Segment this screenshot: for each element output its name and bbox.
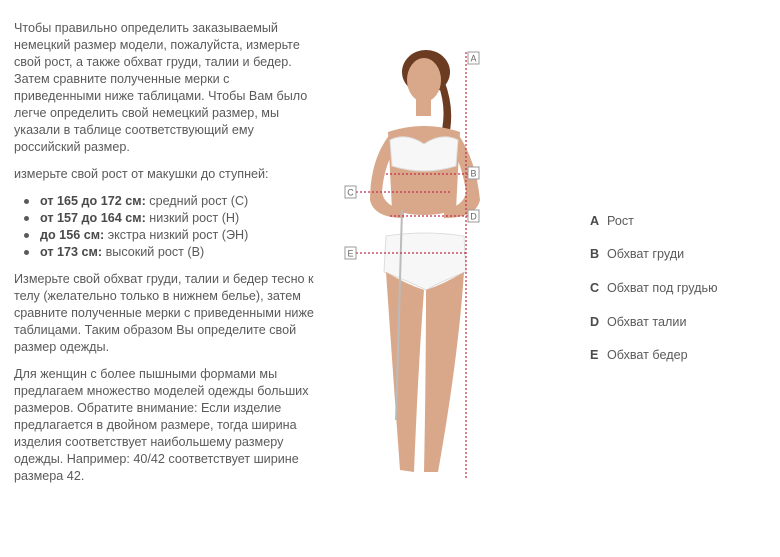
legend-key: A — [590, 213, 600, 228]
height-range-value: до 156 см: — [40, 228, 105, 242]
list-item — [40, 210, 314, 227]
height-range-desc: экстра низкий рост (ЭН) — [104, 228, 249, 242]
measurement-figure — [340, 40, 500, 490]
legend-key: D — [590, 314, 600, 329]
height-instruction: измерьте свой рост от макушки до ступней: — [14, 167, 269, 181]
height-ranges-list — [14, 193, 314, 261]
legend-item — [590, 271, 718, 305]
intro-paragraph: Чтобы правильно определить заказываемый немецкий размер модели, пожалуйста, измерьте свой рост, а также обхват груди, талии и бедер. Затем сравните полученные мерки с приведенными ниже таблицами. Чтобы Вам было легче определить свой немецкий размер, мы указали в таблице соответствующий ему российский размер. — [14, 21, 308, 154]
legend-key: C — [590, 280, 600, 295]
legend-label: Обхват груди — [607, 247, 685, 262]
neck — [416, 98, 431, 116]
height-range-desc: средний рост (С) — [145, 194, 249, 208]
legend-label: Обхват под грудью — [607, 280, 718, 295]
list-item — [40, 227, 314, 244]
height-range-desc: высокий рост (В) — [102, 245, 205, 259]
marker-b: B — [470, 168, 477, 179]
legend-label: Рост — [607, 213, 634, 228]
legend-key: B — [590, 247, 600, 262]
measure-instruction: Измерьте свой обхват груди, талии и бедер тесно к телу (желательно только в нижнем белье), затем сравните полученные мерки с приведенными ниже таблицами. Таким образом Вы определите свой размер одежды. — [14, 272, 314, 354]
height-range-desc: низкий рост (Н) — [145, 211, 240, 225]
height-range-value: от 173 см: — [40, 245, 103, 259]
marker-d: D — [470, 211, 477, 222]
legend-item — [590, 204, 718, 238]
right-leg — [424, 272, 464, 472]
marker-e: E — [347, 248, 354, 259]
legend-item — [590, 238, 718, 272]
legend-label: Обхват бедер — [607, 348, 688, 363]
legend-item — [590, 338, 718, 372]
legend-label: Обхват талии — [607, 314, 687, 329]
measurement-legend — [590, 204, 718, 372]
left-leg — [386, 272, 424, 472]
marker-c: C — [347, 187, 354, 198]
instructions-column — [14, 20, 314, 495]
legend-key: E — [590, 348, 599, 363]
list-item — [40, 244, 314, 261]
height-range-value: от 165 до 172 см: — [40, 194, 146, 208]
head — [407, 58, 441, 102]
marker-a: A — [470, 53, 477, 64]
height-range-value: от 157 до 164 см: — [40, 211, 146, 225]
list-item — [40, 193, 314, 210]
plus-size-note: Для женщин с более пышными формами мы предлагаем множество моделей одежды больших размеров. Обратите внимание: Если изделие предлагается в двойном размере, тогда ширина изделия соответствует наибольшему размеру одежды. Например: 40/42 соответствует ширине размера 42. — [14, 367, 309, 483]
legend-item — [590, 305, 718, 339]
body-illustration — [340, 40, 500, 490]
